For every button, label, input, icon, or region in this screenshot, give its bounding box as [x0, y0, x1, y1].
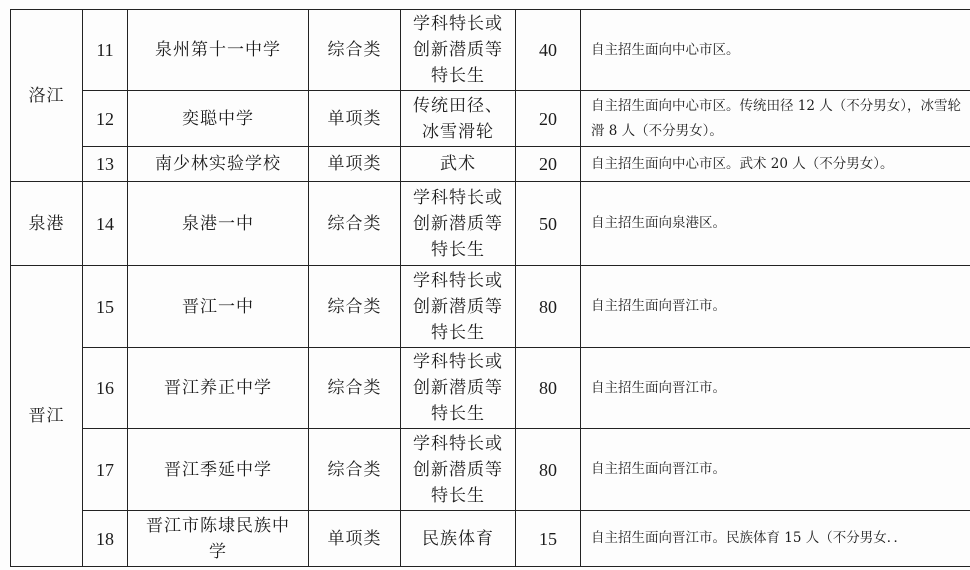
project-line: 民族体育 — [422, 528, 494, 549]
table-row — [11, 182, 970, 266]
quota: 80 — [516, 429, 581, 511]
school-name: 南少林实验学校 — [128, 147, 309, 182]
quota: 80 — [516, 266, 581, 348]
row-number: 16 — [83, 348, 128, 429]
project-line: 学科特长或 — [413, 187, 503, 208]
note: 自主招生面向泉港区。 — [581, 182, 970, 266]
note: 自主招生面向中心市区。 — [581, 10, 970, 91]
school-name: 晋江季延中学 — [128, 429, 309, 511]
project-line: 特长生 — [431, 239, 485, 260]
note: 自主招生面向晋江市。民族体育 15 人（不分男女．． — [581, 511, 970, 567]
table-row — [11, 266, 970, 348]
category: 单项类 — [309, 511, 401, 567]
row-number: 17 — [83, 429, 128, 511]
project-line: 学科特长或 — [413, 270, 503, 291]
category: 单项类 — [309, 147, 401, 182]
admissions-table — [10, 9, 970, 567]
row-number: 18 — [83, 511, 128, 567]
school-name-line: 学 — [209, 541, 227, 562]
project — [401, 147, 516, 182]
project-line: 特长生 — [431, 404, 485, 424]
school-name: 奕聪中学 — [128, 91, 309, 147]
project-line: 学科特长或 — [413, 352, 503, 372]
quota: 80 — [516, 348, 581, 429]
project-line: 冰雪滑轮 — [422, 121, 494, 142]
project-line: 创新潜质等 — [413, 40, 503, 60]
category: 综合类 — [309, 266, 401, 348]
project — [401, 266, 516, 348]
table-row — [11, 147, 970, 182]
quota: 50 — [516, 182, 581, 266]
school-name: 泉州第十一中学 — [128, 10, 309, 91]
category: 综合类 — [309, 429, 401, 511]
quota: 40 — [516, 10, 581, 91]
category: 单项类 — [309, 91, 401, 147]
quota: 20 — [516, 147, 581, 182]
table-row — [11, 91, 970, 147]
note: 自主招生面向晋江市。 — [581, 348, 970, 429]
project-line: 创新潜质等 — [413, 296, 503, 317]
school-name: 晋江一中 — [128, 266, 309, 348]
project-line: 学科特长或 — [413, 14, 503, 34]
district-cell: 泉港 — [11, 182, 83, 266]
row-number: 12 — [83, 91, 128, 147]
project — [401, 348, 516, 429]
project-line: 传统田径、 — [413, 95, 503, 116]
project-line: 武术 — [440, 154, 476, 174]
project — [401, 182, 516, 266]
quota: 15 — [516, 511, 581, 567]
project-line: 特长生 — [431, 485, 485, 506]
project-line: 特长生 — [431, 66, 485, 86]
project-line: 特长生 — [431, 322, 485, 343]
project-line: 创新潜质等 — [413, 213, 503, 234]
table-row — [11, 348, 970, 429]
category: 综合类 — [309, 348, 401, 429]
note: 自主招生面向晋江市。 — [581, 266, 970, 348]
row-number: 13 — [83, 147, 128, 182]
school-name: 晋江养正中学 — [128, 348, 309, 429]
school-name: 泉港一中 — [128, 182, 309, 266]
project — [401, 91, 516, 147]
project — [401, 429, 516, 511]
table-row — [11, 511, 970, 567]
project-line: 学科特长或 — [413, 433, 503, 454]
table-row — [11, 429, 970, 511]
district-cell: 晋江 — [11, 266, 83, 567]
table-row — [11, 10, 970, 91]
note: 自主招生面向中心市区。传统田径 12 人（不分男女），冰雪轮滑 8 人（不分男女）。 — [581, 91, 970, 147]
district-cell: 洛江 — [11, 10, 83, 182]
category: 综合类 — [309, 10, 401, 91]
project — [401, 511, 516, 567]
row-number: 14 — [83, 182, 128, 266]
row-number: 15 — [83, 266, 128, 348]
project-line: 创新潜质等 — [413, 459, 503, 480]
note: 自主招生面向晋江市。 — [581, 429, 970, 511]
note: 自主招生面向中心市区。武术 20 人（不分男女）。 — [581, 147, 970, 182]
school-name-line: 晋江市陈埭民族中 — [146, 515, 290, 536]
school-name — [128, 511, 309, 567]
row-number: 11 — [83, 10, 128, 91]
project — [401, 10, 516, 91]
project-line: 创新潜质等 — [413, 378, 503, 398]
category: 综合类 — [309, 182, 401, 266]
quota: 20 — [516, 91, 581, 147]
